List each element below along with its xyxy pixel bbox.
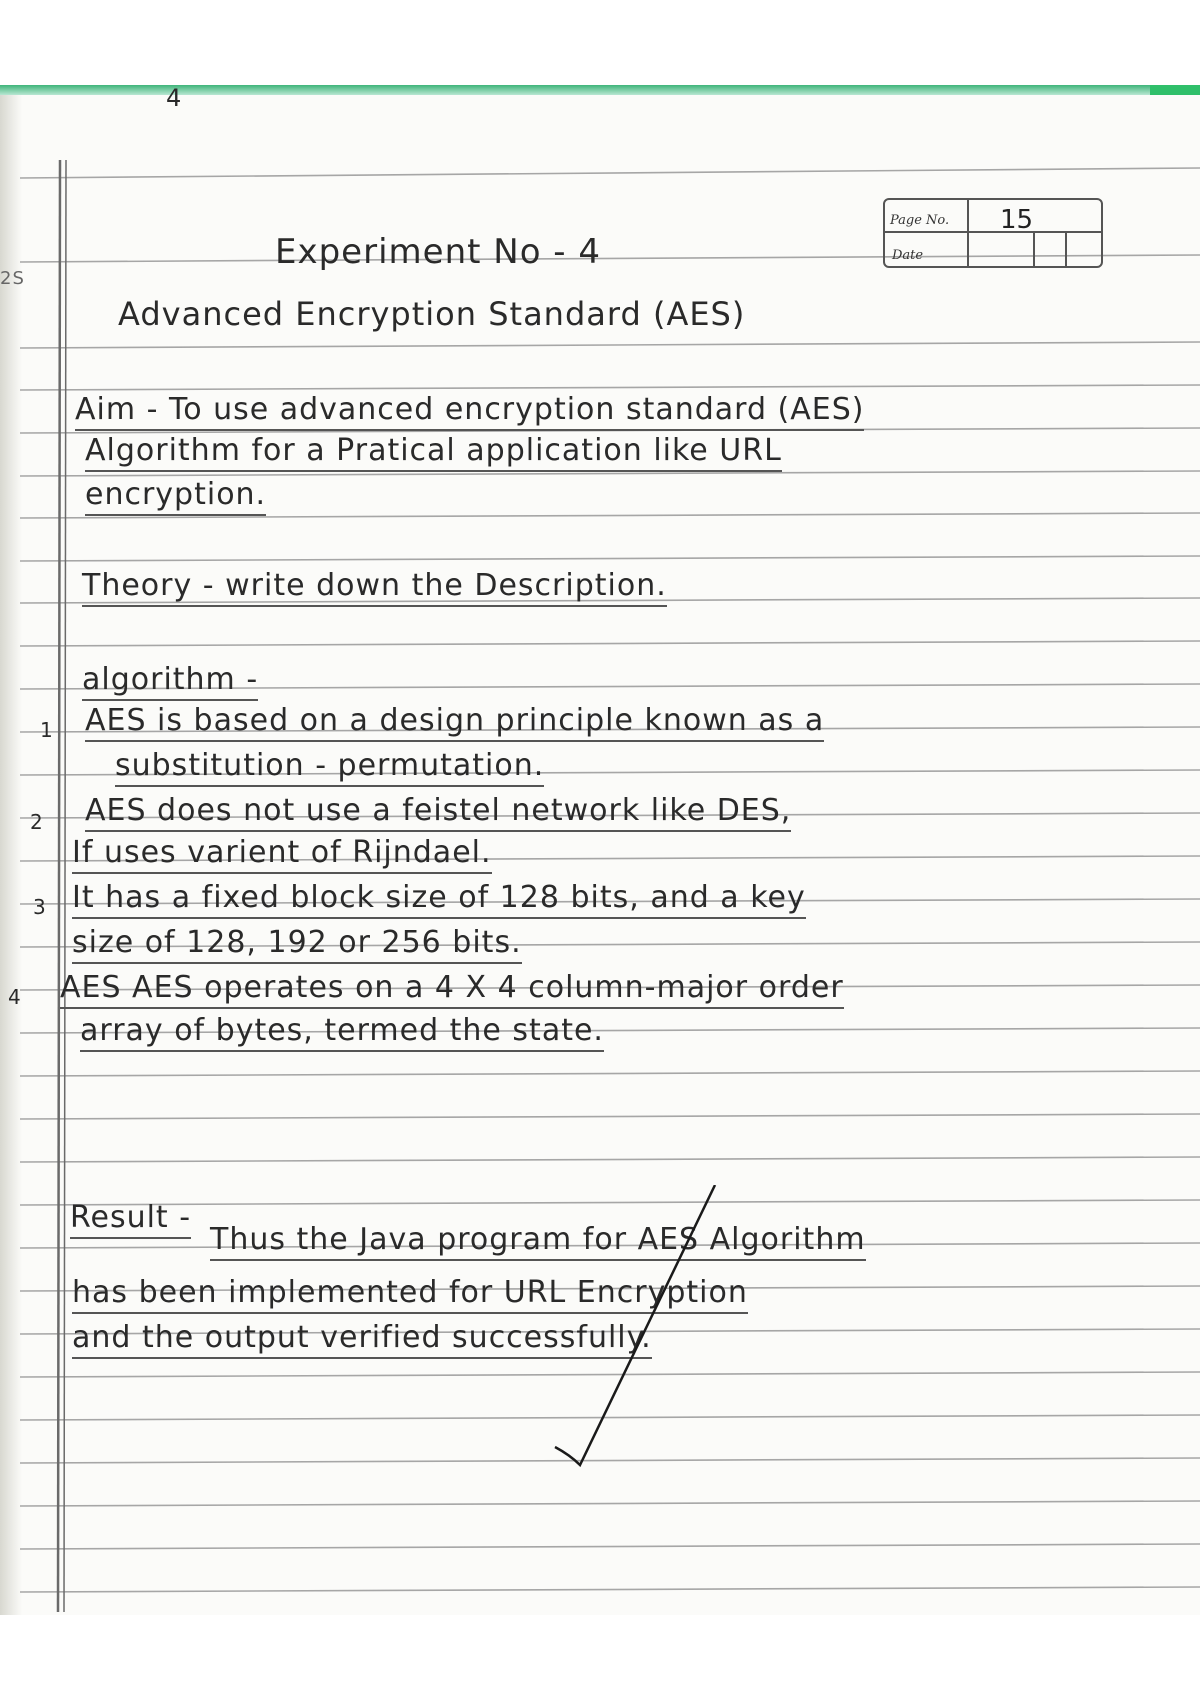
algorithm-item-number: 2 — [30, 810, 44, 834]
algorithm-item-number: 3 — [33, 895, 47, 919]
algorithm-item-line: substitution - permutation. — [115, 748, 544, 787]
algorithm-item-line: AES is based on a design principle known as a — [85, 703, 824, 742]
page-no-value: 15 — [1000, 205, 1034, 235]
check-mark-icon — [550, 1185, 750, 1475]
margin-mark: 2S — [0, 268, 25, 289]
experiment-subtitle: Advanced Encryption Standard (AES) — [118, 295, 746, 333]
algorithm-item-line: If uses varient of Rijndael. — [72, 835, 492, 874]
algorithm-item-number: 4 — [8, 985, 22, 1009]
algorithm-item-number: 1 — [40, 718, 54, 742]
page-no-label: Page No. — [890, 213, 950, 228]
algorithm-heading: algorithm - — [82, 662, 258, 701]
result-line-1: Thus the Java program for AES Algorithm — [210, 1222, 866, 1261]
algorithm-item-line: array of bytes, termed the state. — [80, 1013, 604, 1052]
algorithm-item-line: AES AES operates on a 4 X 4 column-major order — [60, 970, 844, 1009]
result-line-2: has been implemented for URL Encryption — [72, 1275, 748, 1314]
aim-line-1: Aim - To use advanced encryption standard (AES) — [75, 392, 864, 431]
aim-line-2: Algorithm for a Pratical application like URL — [85, 433, 782, 472]
corner-number: 4 — [166, 84, 183, 112]
theory-line: Theory - write down the Description. — [82, 568, 667, 607]
algorithm-item-line: AES does not use a feistel network like DES, — [85, 793, 791, 832]
aim-line-3: encryption. — [85, 477, 266, 516]
result-heading: Result - — [70, 1200, 191, 1239]
date-label: Date — [892, 248, 924, 263]
experiment-title: Experiment No - 4 — [275, 232, 602, 272]
algorithm-item-line: size of 128, 192 or 256 bits. — [72, 925, 522, 964]
result-line-3: and the output verified successfully. — [72, 1320, 652, 1359]
algorithm-item-line: It has a fixed block size of 128 bits, and a key — [72, 880, 806, 919]
